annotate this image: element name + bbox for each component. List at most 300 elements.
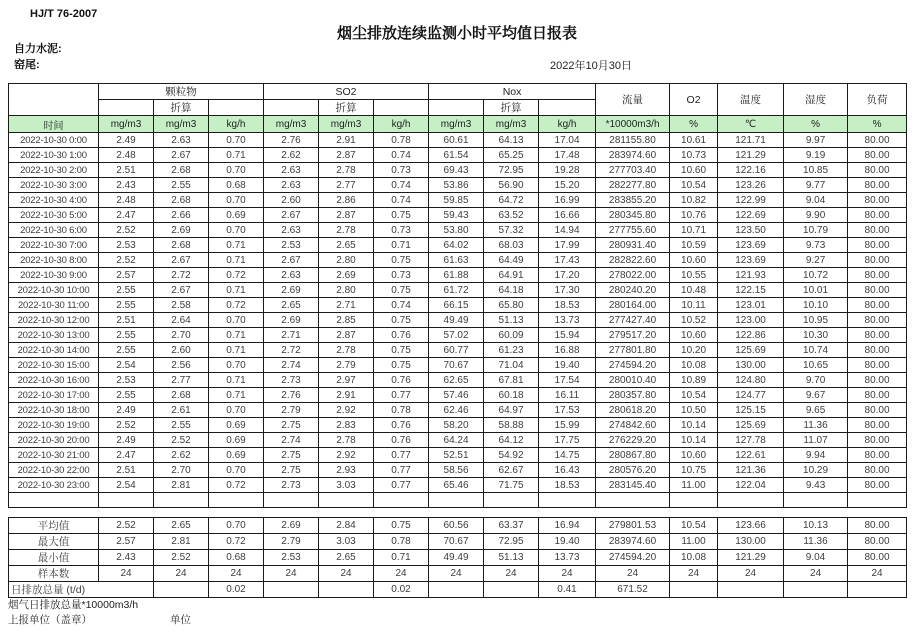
value-cell: 2.52 [99, 223, 154, 238]
value-cell: 2.65 [319, 238, 374, 253]
value-cell: 56.90 [484, 178, 539, 193]
daily-total-value-cell: 0.02 [374, 582, 429, 598]
value-cell: 0.70 [209, 163, 264, 178]
value-cell: 2.68 [154, 238, 209, 253]
value-cell: 2.75 [264, 463, 319, 478]
value-cell: 9.67 [784, 388, 848, 403]
value-cell: 127.78 [718, 433, 784, 448]
value-cell: 2.74 [264, 433, 319, 448]
value-cell: 2.93 [319, 463, 374, 478]
value-cell [264, 493, 319, 508]
value-cell: 2.55 [154, 418, 209, 433]
value-cell: 17.30 [539, 283, 596, 298]
table-row [9, 328, 907, 343]
value-cell: 10.55 [670, 268, 718, 283]
value-cell: 64.72 [484, 193, 539, 208]
company-label: 自力水泥: [14, 43, 62, 55]
value-cell: 283974.60 [596, 148, 670, 163]
value-cell: 2.53 [99, 373, 154, 388]
site-label: 窑尾: [14, 59, 40, 71]
value-cell: 80.00 [848, 223, 907, 238]
value-cell: 2.49 [99, 403, 154, 418]
value-cell: 2.77 [319, 178, 374, 193]
value-cell: 2.48 [99, 148, 154, 163]
value-cell: 60.18 [484, 388, 539, 403]
value-cell: 283855.20 [596, 193, 670, 208]
value-cell: 11.00 [670, 478, 718, 493]
value-cell: 0.76 [374, 433, 429, 448]
value-cell: 0.71 [209, 328, 264, 343]
daily-total-value-cell [484, 582, 539, 598]
value-cell: 65.25 [484, 148, 539, 163]
value-cell: 17.43 [539, 253, 596, 268]
summary-value-cell: 10.08 [670, 550, 718, 566]
value-cell: 2.68 [154, 388, 209, 403]
value-cell: 0.77 [374, 388, 429, 403]
value-cell: 123.50 [718, 223, 784, 238]
time-cell: 2022-10-30 14:00 [9, 343, 99, 358]
value-cell: 0.77 [374, 463, 429, 478]
summary-value-cell: 11.00 [670, 534, 718, 550]
value-cell: 57.46 [429, 388, 484, 403]
summary-row [9, 518, 907, 534]
value-cell: 10.30 [784, 328, 848, 343]
value-cell: 54.92 [484, 448, 539, 463]
table-row [9, 298, 907, 313]
value-cell: 122.99 [718, 193, 784, 208]
value-cell: 2.75 [264, 418, 319, 433]
value-cell: 2.92 [319, 448, 374, 463]
summary-label: 最大值 [9, 534, 99, 550]
value-cell: 2.55 [154, 178, 209, 193]
value-cell: 10.71 [670, 223, 718, 238]
value-cell: 130.00 [718, 358, 784, 373]
value-cell: 60.61 [429, 133, 484, 148]
table-row [9, 268, 907, 283]
table-row [9, 478, 907, 493]
value-cell: 17.48 [539, 148, 596, 163]
value-cell: 121.93 [718, 268, 784, 283]
value-cell: 280357.80 [596, 388, 670, 403]
value-cell: 2.43 [99, 178, 154, 193]
value-cell: 0.69 [209, 448, 264, 463]
value-cell: 10.59 [670, 238, 718, 253]
summary-value-cell: 13.73 [539, 550, 596, 566]
value-cell: 80.00 [848, 238, 907, 253]
value-cell: 0.74 [374, 148, 429, 163]
daily-total-value-cell: 0.41 [539, 582, 596, 598]
summary-table [8, 517, 907, 598]
value-cell: 274842.60 [596, 418, 670, 433]
value-cell: 64.97 [484, 403, 539, 418]
value-cell: 0.70 [209, 403, 264, 418]
table-row [9, 433, 907, 448]
value-cell: 2.52 [99, 418, 154, 433]
time-cell: 2022-10-30 16:00 [9, 373, 99, 388]
summary-value-cell: 24 [154, 566, 209, 582]
value-cell: 13.73 [539, 313, 596, 328]
value-cell: 65.80 [484, 298, 539, 313]
value-cell: 9.73 [784, 238, 848, 253]
value-cell: 2.87 [319, 208, 374, 223]
value-cell: 80.00 [848, 313, 907, 328]
value-cell: 0.71 [209, 238, 264, 253]
value-cell: 10.85 [784, 163, 848, 178]
value-cell: 10.65 [784, 358, 848, 373]
summary-value-cell: 51.13 [484, 550, 539, 566]
unit-cell: % [784, 116, 848, 133]
value-cell: 280618.20 [596, 403, 670, 418]
value-cell: 122.69 [718, 208, 784, 223]
value-cell: 2.56 [154, 358, 209, 373]
value-cell: 10.82 [670, 193, 718, 208]
value-cell: 60.09 [484, 328, 539, 343]
value-cell: 2.49 [99, 433, 154, 448]
value-cell: 65.46 [429, 478, 484, 493]
converted-label: 折算 [319, 100, 374, 116]
value-cell: 2.79 [319, 358, 374, 373]
value-cell: 10.72 [784, 268, 848, 283]
value-cell: 52.51 [429, 448, 484, 463]
time-cell: 2022-10-30 7:00 [9, 238, 99, 253]
value-cell: 2.53 [99, 238, 154, 253]
value-cell: 10.73 [670, 148, 718, 163]
report-unit-label: 上报单位（盖章） [8, 614, 92, 626]
value-cell: 0.71 [209, 343, 264, 358]
value-cell: 80.00 [848, 448, 907, 463]
value-cell: 0.76 [374, 328, 429, 343]
summary-value-cell: 19.40 [539, 534, 596, 550]
value-cell: 10.29 [784, 463, 848, 478]
value-cell: 2.80 [319, 253, 374, 268]
value-cell: 16.88 [539, 343, 596, 358]
value-cell: 0.72 [209, 478, 264, 493]
value-cell: 0.73 [374, 268, 429, 283]
value-cell: 2.81 [154, 478, 209, 493]
time-cell: 2022-10-30 5:00 [9, 208, 99, 223]
value-cell: 2.63 [264, 163, 319, 178]
value-cell: 2.53 [264, 238, 319, 253]
value-cell: 2.76 [264, 133, 319, 148]
group-nox: Nox [429, 84, 596, 100]
value-cell: 80.00 [848, 283, 907, 298]
value-cell: 2.83 [319, 418, 374, 433]
value-cell: 10.14 [670, 433, 718, 448]
summary-value-cell: 24 [539, 566, 596, 582]
converted-label: 折算 [154, 100, 209, 116]
summary-value-cell: 2.53 [264, 550, 319, 566]
value-cell: 10.76 [670, 208, 718, 223]
value-cell: 2.70 [154, 328, 209, 343]
summary-value-cell: 24 [374, 566, 429, 582]
value-cell: 2.73 [264, 373, 319, 388]
time-cell: 2022-10-30 17:00 [9, 388, 99, 403]
value-cell: 2.62 [154, 448, 209, 463]
table-row [9, 313, 907, 328]
corner-cell [9, 84, 99, 116]
value-cell: 19.40 [539, 358, 596, 373]
value-cell: 2.52 [154, 433, 209, 448]
value-cell: 2.68 [154, 163, 209, 178]
value-cell: 10.95 [784, 313, 848, 328]
summary-value-cell: 16.94 [539, 518, 596, 534]
time-cell: 2022-10-30 10:00 [9, 283, 99, 298]
summary-value-cell: 24 [718, 566, 784, 582]
header-humidity: 湿度 [784, 84, 848, 116]
value-cell: 9.65 [784, 403, 848, 418]
summary-value-cell: 24 [429, 566, 484, 582]
value-cell: 59.85 [429, 193, 484, 208]
report-date: 2022年10月30日 [550, 60, 632, 72]
value-cell: 274594.20 [596, 358, 670, 373]
value-cell: 10.54 [670, 388, 718, 403]
value-cell: 2.55 [99, 343, 154, 358]
value-cell: 2.78 [319, 433, 374, 448]
value-cell: 80.00 [848, 193, 907, 208]
value-cell: 277427.40 [596, 313, 670, 328]
time-cell: 2022-10-30 15:00 [9, 358, 99, 373]
value-cell: 10.54 [670, 178, 718, 193]
value-cell: 2.51 [99, 163, 154, 178]
value-cell: 280164.00 [596, 298, 670, 313]
value-cell: 2.62 [264, 148, 319, 163]
value-cell: 282277.80 [596, 178, 670, 193]
value-cell [596, 493, 670, 508]
summary-label: 平均值 [9, 518, 99, 534]
value-cell: 123.00 [718, 313, 784, 328]
value-cell: 2.49 [99, 133, 154, 148]
value-cell: 2.47 [99, 448, 154, 463]
value-cell: 2.60 [154, 343, 209, 358]
summary-value-cell: 0.70 [209, 518, 264, 534]
value-cell: 64.91 [484, 268, 539, 283]
value-cell: 62.46 [429, 403, 484, 418]
value-cell: 0.70 [209, 358, 264, 373]
value-cell: 2.73 [264, 478, 319, 493]
value-cell: 58.88 [484, 418, 539, 433]
unit-cell: mg/m3 [154, 116, 209, 133]
value-cell: 0.71 [209, 283, 264, 298]
value-cell: 2.61 [154, 403, 209, 418]
value-cell: 80.00 [848, 268, 907, 283]
value-cell: 0.69 [209, 418, 264, 433]
unit-cell: mg/m3 [484, 116, 539, 133]
value-cell: 123.69 [718, 253, 784, 268]
value-cell: 10.50 [670, 403, 718, 418]
value-cell: 10.61 [670, 133, 718, 148]
value-cell: 11.07 [784, 433, 848, 448]
value-cell: 64.18 [484, 283, 539, 298]
summary-row [9, 566, 907, 582]
time-cell: 2022-10-30 2:00 [9, 163, 99, 178]
value-cell: 2.78 [319, 343, 374, 358]
value-cell: 123.26 [718, 178, 784, 193]
value-cell: 280345.80 [596, 208, 670, 223]
value-cell: 10.10 [784, 298, 848, 313]
value-cell: 19.28 [539, 163, 596, 178]
header-temp: 温度 [718, 84, 784, 116]
table-row [9, 163, 907, 178]
value-cell: 10.74 [784, 343, 848, 358]
value-cell: 0.74 [374, 298, 429, 313]
summary-value-cell: 2.65 [319, 550, 374, 566]
value-cell: 0.71 [209, 148, 264, 163]
value-cell: 0.70 [209, 193, 264, 208]
table-row [9, 373, 907, 388]
summary-value-cell: 24 [484, 566, 539, 582]
value-cell: 57.32 [484, 223, 539, 238]
value-cell: 0.70 [209, 463, 264, 478]
daily-total-row [9, 582, 907, 598]
value-cell: 16.11 [539, 388, 596, 403]
value-cell [429, 493, 484, 508]
value-cell: 281155.80 [596, 133, 670, 148]
value-cell: 80.00 [848, 433, 907, 448]
value-cell: 0.76 [374, 373, 429, 388]
table-row [9, 208, 907, 223]
value-cell: 2.72 [264, 343, 319, 358]
value-cell: 280576.20 [596, 463, 670, 478]
value-cell: 62.67 [484, 463, 539, 478]
value-cell: 9.43 [784, 478, 848, 493]
value-cell: 9.19 [784, 148, 848, 163]
value-cell: 80.00 [848, 388, 907, 403]
value-cell: 2.64 [154, 313, 209, 328]
summary-label: 样本数 [9, 566, 99, 582]
summary-value-cell: 72.95 [484, 534, 539, 550]
value-cell: 61.23 [484, 343, 539, 358]
value-cell: 2.67 [154, 253, 209, 268]
value-cell: 121.71 [718, 133, 784, 148]
summary-value-cell: 130.00 [718, 534, 784, 550]
time-cell: 2022-10-30 6:00 [9, 223, 99, 238]
value-cell: 123.01 [718, 298, 784, 313]
value-cell: 57.02 [429, 328, 484, 343]
unit-cell: % [848, 116, 907, 133]
value-cell: 64.12 [484, 433, 539, 448]
header-time: 时间 [9, 116, 99, 133]
value-cell: 0.75 [374, 313, 429, 328]
value-cell: 2.55 [99, 283, 154, 298]
value-cell: 2.54 [99, 478, 154, 493]
value-cell: 0.78 [374, 403, 429, 418]
value-cell: 18.53 [539, 478, 596, 493]
standard-number: HJ/T 76-2007 [30, 8, 98, 20]
value-cell: 10.60 [670, 328, 718, 343]
value-cell: 80.00 [848, 253, 907, 268]
value-cell: 2.74 [264, 358, 319, 373]
value-cell: 0.77 [374, 448, 429, 463]
value-cell: 2.63 [264, 223, 319, 238]
summary-value-cell: 49.49 [429, 550, 484, 566]
summary-value-cell: 11.36 [784, 534, 848, 550]
value-cell: 17.54 [539, 373, 596, 388]
value-cell [848, 493, 907, 508]
value-cell: 283145.40 [596, 478, 670, 493]
value-cell: 122.15 [718, 283, 784, 298]
value-cell: 58.56 [429, 463, 484, 478]
value-cell: 2.69 [264, 313, 319, 328]
value-cell: 80.00 [848, 163, 907, 178]
value-cell: 2.60 [264, 193, 319, 208]
value-cell [670, 493, 718, 508]
value-cell [484, 493, 539, 508]
time-cell: 2022-10-30 0:00 [9, 133, 99, 148]
value-cell: 2.63 [264, 268, 319, 283]
time-cell: 2022-10-30 4:00 [9, 193, 99, 208]
value-cell: 80.00 [848, 358, 907, 373]
value-cell [374, 493, 429, 508]
time-cell: 2022-10-30 23:00 [9, 478, 99, 493]
value-cell: 2.63 [264, 178, 319, 193]
value-cell: 2.68 [154, 193, 209, 208]
value-cell: 64.49 [484, 253, 539, 268]
value-cell: 0.69 [209, 433, 264, 448]
summary-value-cell: 9.04 [784, 550, 848, 566]
summary-value-cell: 63.37 [484, 518, 539, 534]
value-cell: 11.36 [784, 418, 848, 433]
value-cell: 276229.20 [596, 433, 670, 448]
summary-value-cell: 279801.53 [596, 518, 670, 534]
value-cell: 0.78 [374, 133, 429, 148]
value-cell: 80.00 [848, 328, 907, 343]
daily-total-value-cell: 671.52 [596, 582, 670, 598]
time-cell: 2022-10-30 12:00 [9, 313, 99, 328]
summary-value-cell: 2.52 [154, 550, 209, 566]
value-cell [154, 493, 209, 508]
value-cell: 2.67 [264, 253, 319, 268]
value-cell: 2.71 [319, 298, 374, 313]
value-cell [539, 493, 596, 508]
summary-value-cell: 24 [848, 566, 907, 582]
value-cell: 80.00 [848, 418, 907, 433]
unit-cell: mg/m3 [429, 116, 484, 133]
value-cell: 64.02 [429, 238, 484, 253]
time-cell: 2022-10-30 3:00 [9, 178, 99, 193]
value-cell: 3.03 [319, 478, 374, 493]
summary-value-cell: 0.78 [374, 534, 429, 550]
value-cell: 2.70 [154, 463, 209, 478]
header-group-row [9, 84, 907, 100]
hourly-table [8, 83, 907, 508]
value-cell: 2.67 [154, 283, 209, 298]
time-cell: 2022-10-30 1:00 [9, 148, 99, 163]
value-cell: 71.75 [484, 478, 539, 493]
value-cell: 80.00 [848, 463, 907, 478]
value-cell: 80.00 [848, 148, 907, 163]
value-cell: 53.80 [429, 223, 484, 238]
value-cell: 18.53 [539, 298, 596, 313]
unit-cell: kg/h [539, 116, 596, 133]
summary-value-cell: 10.13 [784, 518, 848, 534]
value-cell: 0.73 [374, 163, 429, 178]
summary-value-cell: 80.00 [848, 534, 907, 550]
value-cell: 2.78 [319, 223, 374, 238]
value-cell: 280867.80 [596, 448, 670, 463]
unit-cell: % [670, 116, 718, 133]
group-particulate: 颗粒物 [99, 84, 264, 100]
table-row [9, 418, 907, 433]
value-cell: 2.52 [99, 253, 154, 268]
value-cell: 64.24 [429, 433, 484, 448]
daily-total-value-cell [784, 582, 848, 598]
summary-value-cell: 123.66 [718, 518, 784, 534]
summary-row [9, 534, 907, 550]
unit-cell: kg/h [374, 116, 429, 133]
summary-value-cell: 2.52 [99, 518, 154, 534]
value-cell: 2.58 [154, 298, 209, 313]
summary-value-cell: 0.71 [374, 550, 429, 566]
